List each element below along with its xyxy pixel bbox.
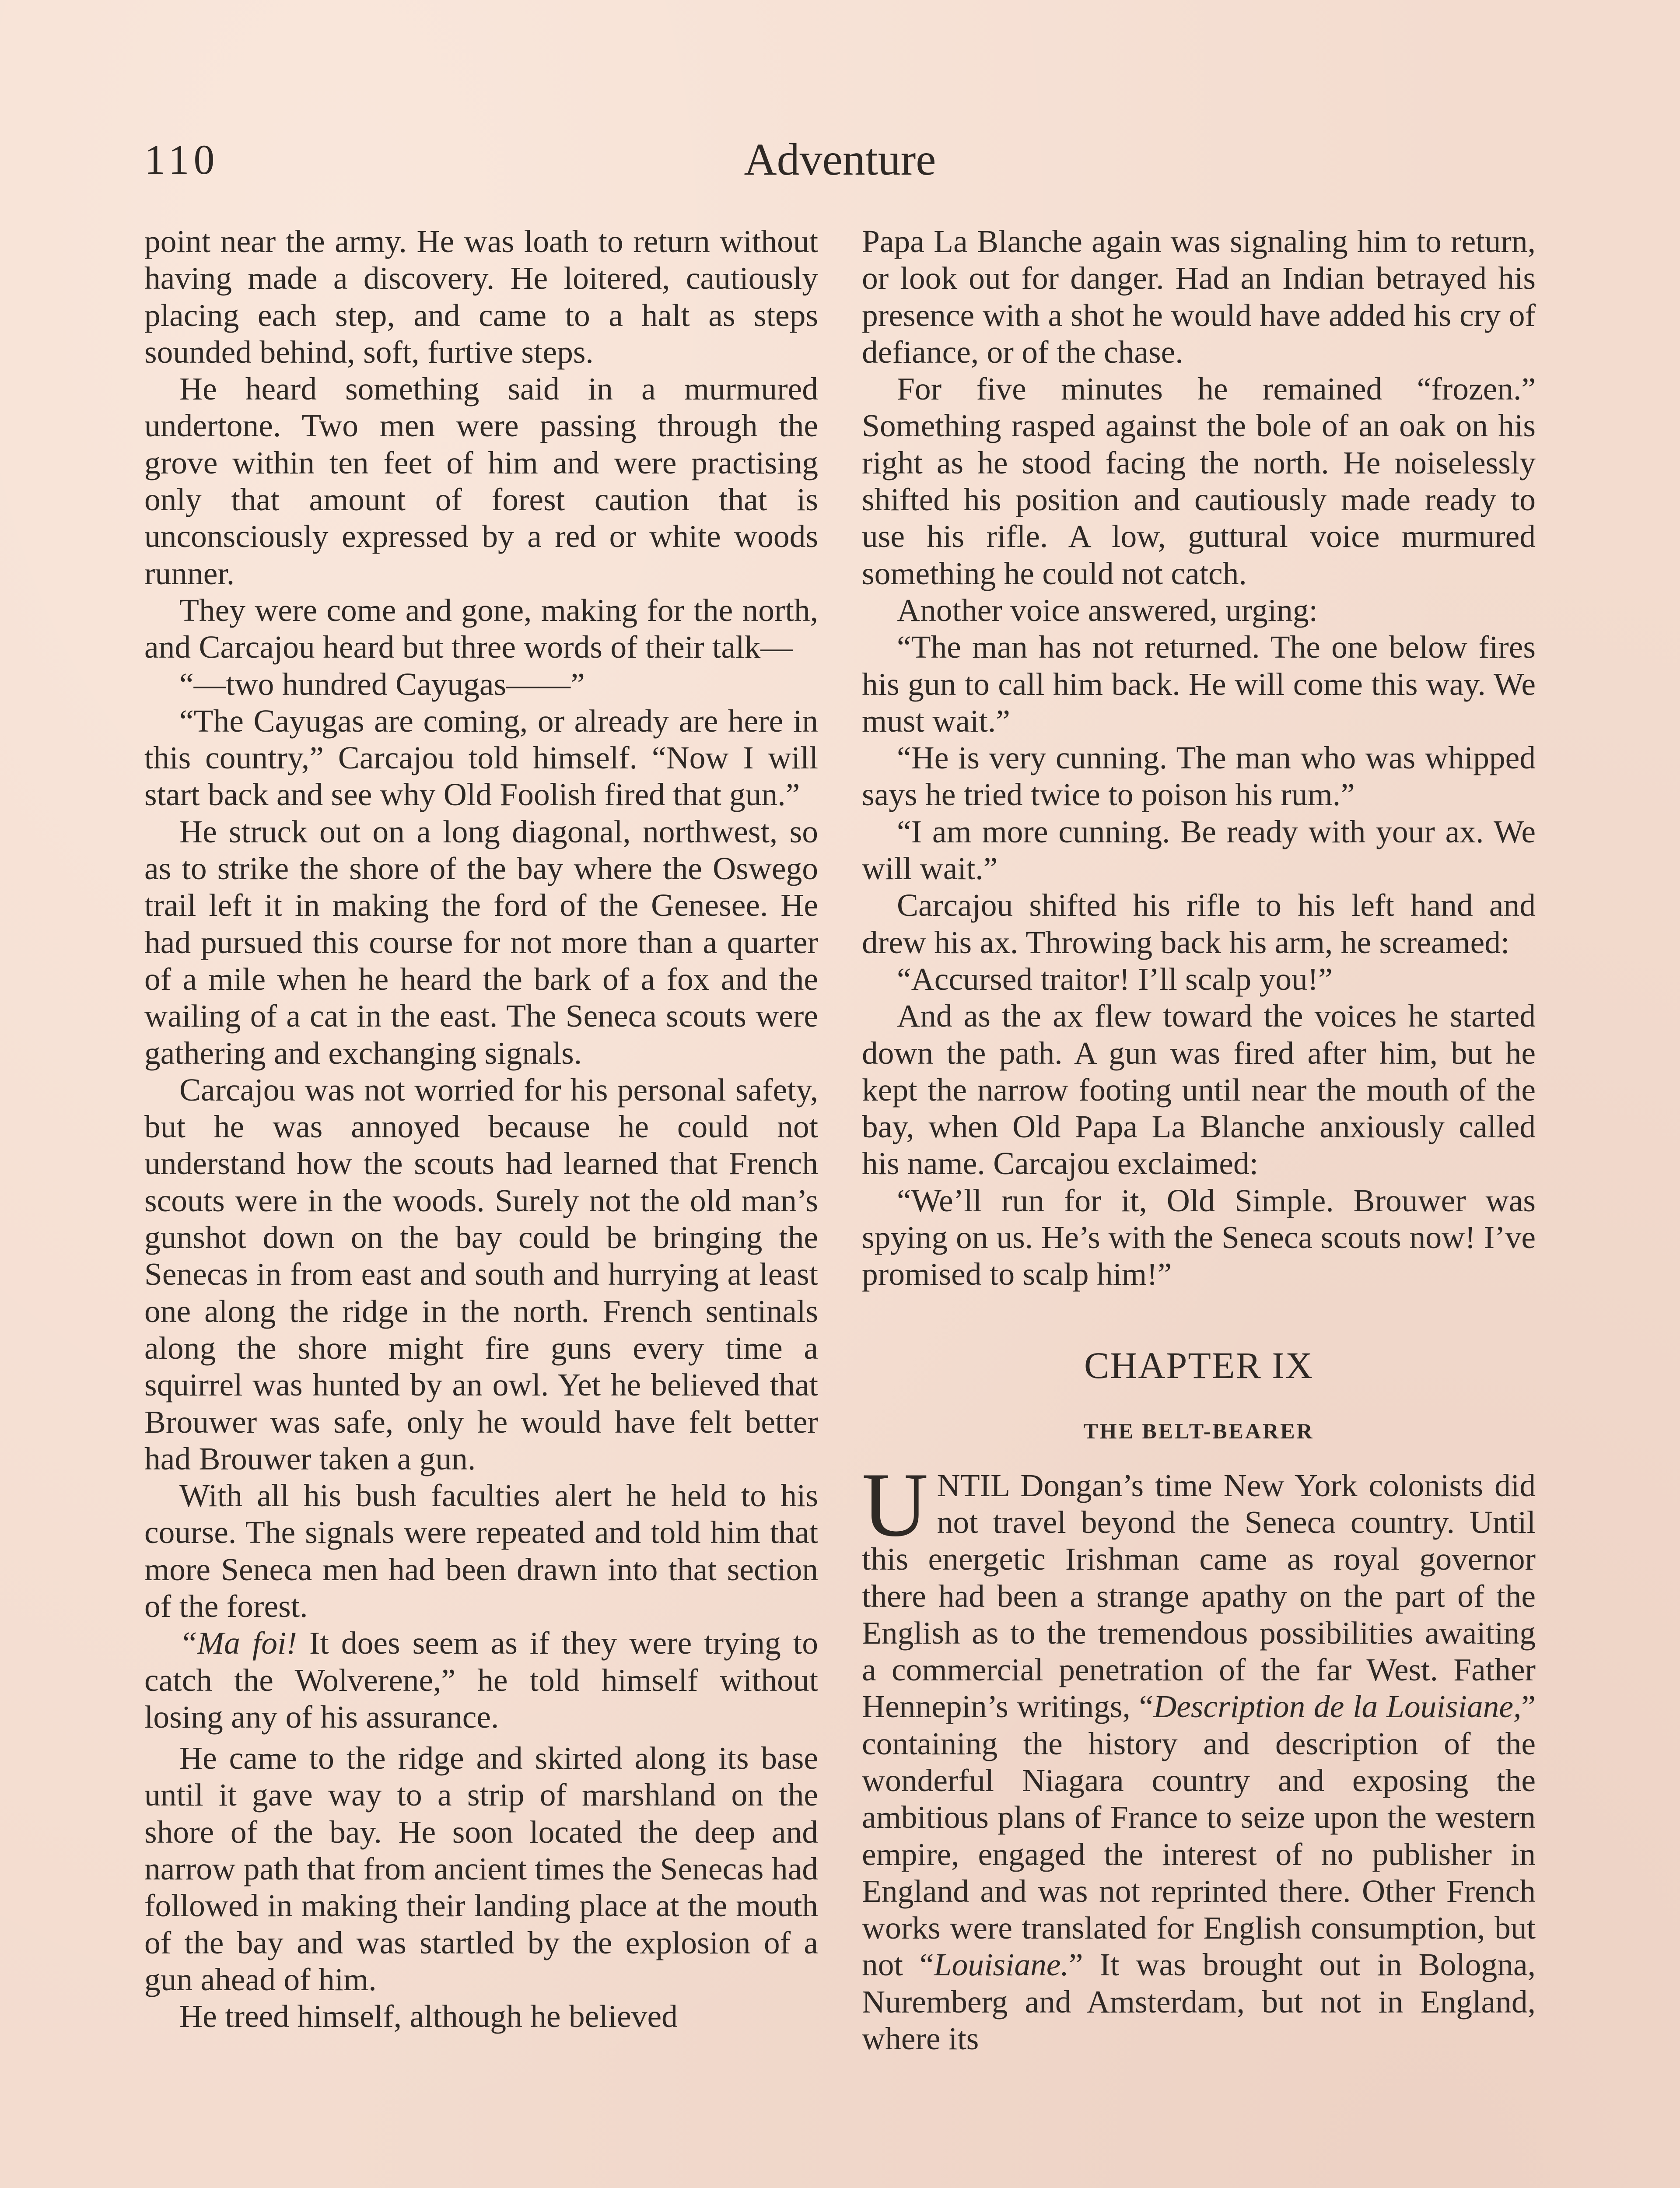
paragraph: “We’ll run for it, Old Simple. Brouwer was spying on us. He’s with the Seneca scouts now! I’ve promised to scalp him!”	[862, 1182, 1536, 1292]
paragraph: “He is very cunning. The man who was whipped says he tried twice to poison his rum.”	[862, 740, 1536, 813]
magazine-title: Adventure	[744, 134, 936, 185]
running-header	[144, 129, 1536, 190]
paragraph: Another voice answered, urging:	[897, 592, 1318, 628]
paragraph: “Accursed traitor! I’ll scalp you!”	[897, 961, 1333, 997]
paragraph: And as the ax flew toward the voices he started down the path. A gun was fired after him, but he kept the narrow footing until near the mouth of the bay, when Old Papa La Blanche anxiously called his name. Carcajou exclaimed:	[862, 998, 1536, 1182]
paragraph: With all his bush faculties alert he held to his course. The signals were repeated and told him that more Seneca men had been drawn into that section of the forest.	[144, 1478, 818, 1624]
paragraph-text: It does seem as if they were trying to catch the Wolverene,” he told himself without losing any of his assurance.	[144, 1625, 818, 1735]
chapter-heading	[862, 1341, 1536, 1451]
paragraph: Carcajou was not worried for his personal safety, but he was annoyed because he could not understand how the scouts had learned that French scouts were in the woods. Surely not the old man’s gunshot down on the bay could be bringing the Senecas in from east and south and hurrying at least one along the ridge in the north. French sentinals along the shore might fire guns every time a squirrel was hunted by an owl. Yet he believed that Brouwer was safe, only he would have felt better had Brouwer taken a gun.	[144, 1072, 818, 1476]
chapter-opening	[862, 1454, 1536, 2058]
left-text-column	[144, 223, 818, 2035]
paragraph: point near the army. He was loath to return without having made a discovery. He loitered, cautiously placing each step, and came to a halt as steps sounded behind, soft, furtive steps.	[144, 224, 818, 370]
italic-title: Louisiane.	[934, 1947, 1069, 1983]
paragraph-text: ” containing the history and description of the wonderful Niagara country and exposing the ambitious plans of France to seize upon the western empire, engaged the interest of no publisher in England and was not reprinted there. Other French works were translated for English consumption, but not “	[862, 1689, 1536, 1983]
paragraph: Carcajou shifted his rifle to his left hand and drew his ax. Throwing back his arm, he screamed:	[862, 887, 1536, 960]
right-text-column	[862, 223, 1536, 2057]
chapter-title: CHAPTER IX	[1084, 1344, 1314, 1386]
paragraph: “The Cayugas are coming, or already are here in this country,” Carcajou told himself. “Now I will start back and see why Old Foolish fired that gun.”	[144, 703, 818, 813]
paragraph: He came to the ridge and skirted along its base until it gave way to a strip of marshland on the shore of the bay. He soon located the deep and narrow path that from ancient times the Senecas had followed in making their landing place at the mouth of the bay and was startled by the explosion of a gun ahead of him.	[144, 1740, 818, 1997]
opening-paragraph	[862, 1454, 1536, 2058]
page-number: 110	[144, 136, 219, 183]
paragraph: Papa La Blanche again was signaling him to return, or look out for danger. Had an Indian betrayed his presence with a shot he would have added his cry of defiance, or of the chase.	[862, 224, 1536, 370]
paragraph	[144, 1625, 818, 1736]
paragraph: For five minutes he remained “frozen.” Something rasped against the bole of an oak on his right as he stood facing the north. He noiselessly shifted his position and cautiously made ready to use his rifle. A low, guttural voice murmured something he could not catch.	[862, 371, 1536, 591]
paragraph-text: ” It was brought out in Bologna, Nuremberg and Amsterdam, but not in England, where its	[862, 1947, 1536, 2057]
italic-phrase: “Ma foi!	[179, 1625, 297, 1661]
paragraph: “I am more cunning. Be ready with your ax. We will wait.”	[862, 813, 1536, 887]
paragraph: He treed himself, although he believed	[179, 1999, 678, 2034]
paragraph: “The man has not returned. The one below fires his gun to call him back. He will come this way. We must wait.”	[862, 629, 1536, 739]
paragraph: “—two hundred Cayugas——”	[179, 666, 585, 702]
italic-title: Description de la Louisiane,	[1153, 1689, 1522, 1725]
paragraph: He heard something said in a murmured undertone. Two men were passing through the grove within ten feet of him and were practising only that amount of forest caution that is unconsciously expressed by a red or white woods runner.	[144, 371, 818, 591]
chapter-subtitle: THE BELT-BEARER	[1083, 1418, 1314, 1443]
paragraph-text: NTIL Dongan’s time New York colonists did not travel beyond the Seneca country. Until this energetic Irishman came as royal governor there had been a strange apathy on the part of the English as to the tremendous possibilities awaiting a commercial penetration of the far West. Father Hennepin’s writings, “	[862, 1467, 1536, 1725]
drop-cap: U	[862, 1454, 928, 1556]
paragraph: He struck out on a long diagonal, northwest, so as to strike the shore of the bay where the Oswego trail left it in making the ford of the Genesee. He had pursued this course for not more than a quarter of a mile when he heard the bark of a fox and the wailing of a cat in the east. The Seneca scouts were gathering and exchanging signals.	[144, 813, 818, 1071]
paragraph: They were come and gone, making for the north, and Carcajou heard but three words of their talk—	[144, 592, 818, 665]
